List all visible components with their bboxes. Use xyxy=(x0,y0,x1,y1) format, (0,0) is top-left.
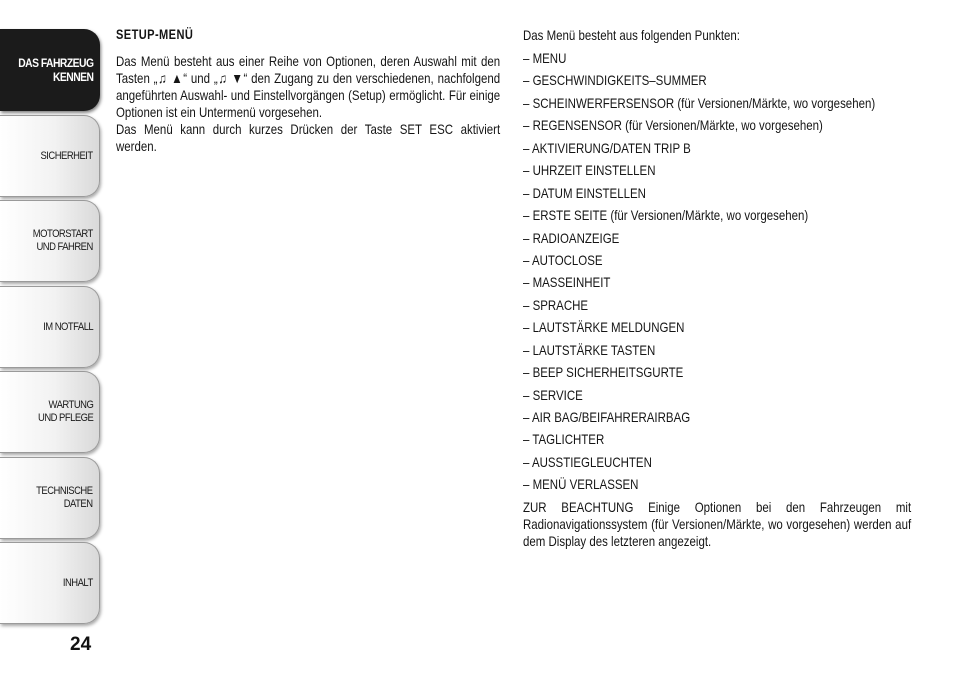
page-number: 24 xyxy=(70,634,92,655)
list-item: – RADIOANZEIGE xyxy=(523,229,620,246)
list-item: – MENU xyxy=(523,50,567,66)
left-column xyxy=(116,27,500,155)
list-item: – AIR BAG/BEIFAHRERAIRBAG xyxy=(523,409,691,425)
right-column xyxy=(523,27,911,550)
tab-das-fahrzeug-kennen[interactable] xyxy=(0,29,100,111)
list-item: – TAGLICHTER xyxy=(523,431,605,448)
tab-wartung-und-pflege[interactable] xyxy=(0,371,100,453)
list-item: – LAUTSTÄRKE MELDUNGEN xyxy=(523,319,685,336)
tab-technische-daten[interactable] xyxy=(0,457,100,539)
tab-im-notfall[interactable] xyxy=(0,286,100,368)
tab-label: MOTORSTART UND FAHREN xyxy=(32,228,93,253)
list-item: – REGENSENSOR (für Versionen/Märkte, wo vorgesehen) xyxy=(523,117,823,134)
list-item: – UHRZEIT EINSTELLEN xyxy=(523,162,656,179)
intro-paragraph: Das Menü besteht aus einer Reihe von Optionen, deren Auswahl mit den Tasten „♫ ▲“ und „♫ ▼“ den Zugang zu den verschiedenen, nachfolgend angeführten Auswahl- und Einstellvorgängen (Setup) ermöglicht. Für einige Optionen ist ein Untermenü vorgesehen. xyxy=(116,53,501,120)
tab-sicherheit[interactable] xyxy=(0,115,100,197)
tab-label: IM NOTFALL xyxy=(42,320,93,333)
list-item: – ERSTE SEITE (für Versionen/Märkte, wo vorgesehen) xyxy=(523,207,809,224)
tab-label: WARTUNG UND PFLEGE xyxy=(37,399,93,424)
list-item: – AKTIVIERUNG/DATEN TRIP B xyxy=(523,139,691,156)
activation-paragraph: Das Menü kann durch kurzes Drücken der Taste SET ESC aktiviert werden. xyxy=(116,121,501,154)
menu-intro: Das Menü besteht aus folgenden Punkten: xyxy=(523,27,741,43)
menu-item-list xyxy=(523,50,911,493)
section-heading: SETUP-MENÜ xyxy=(116,27,194,42)
list-item: – SCHEINWERFERSENSOR (für Versionen/Märkte, wo vorgesehen) xyxy=(523,94,876,111)
list-item: – SERVICE xyxy=(523,386,583,403)
tab-label: DAS FAHRZEUG KENNEN xyxy=(17,56,93,84)
tab-motorstart-und-fahren[interactable] xyxy=(0,200,100,282)
list-item: – DATUM EINSTELLEN xyxy=(523,184,646,201)
list-item: – AUTOCLOSE xyxy=(523,251,603,268)
list-item: – BEEP SICHERHEITSGURTE xyxy=(523,364,684,381)
list-item: – LAUTSTÄRKE TASTEN xyxy=(523,341,656,358)
list-item: – GESCHWINDIGKEITS–SUMMER xyxy=(523,72,707,89)
list-item: – MASSEINHEIT xyxy=(523,274,611,291)
note-paragraph: ZUR BEACHTUNG Einige Optionen bei den Fahrzeugen mit Radionavigationssystem (für Versionen/Märkte, wo vorgesehen) werden auf dem Display des letzteren angezeigt. xyxy=(523,498,912,549)
tab-inhalt[interactable] xyxy=(0,542,100,624)
list-item: – AUSSTIEGLEUCHTEN xyxy=(523,453,652,470)
tab-label: TECHNISCHE DATEN xyxy=(36,485,93,510)
tab-label: SICHERHEIT xyxy=(40,149,93,162)
list-item: – MENÜ VERLASSEN xyxy=(523,476,639,493)
tab-label: INHALT xyxy=(63,576,93,589)
list-item: – SPRACHE xyxy=(523,296,589,313)
